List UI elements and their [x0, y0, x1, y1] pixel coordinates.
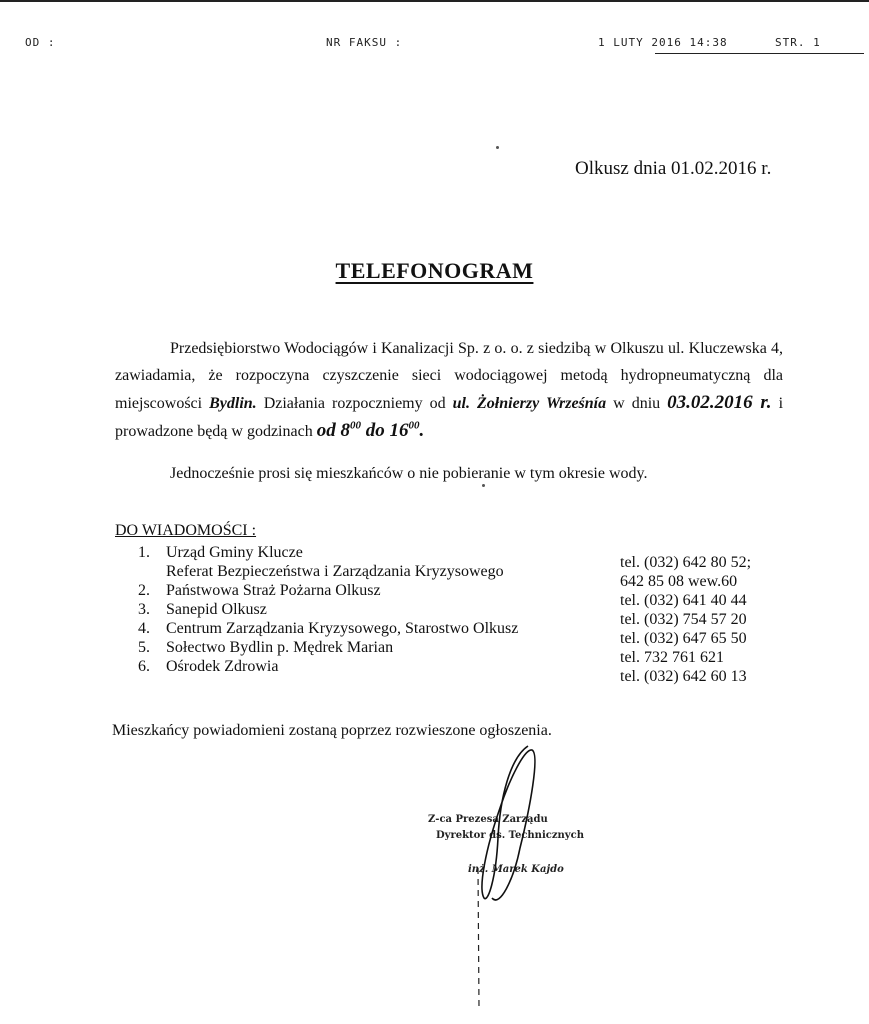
- list-item: 5. Sołectwo Bydlin p. Mędrek Marian: [138, 639, 394, 656]
- list-item: 4. Centrum Zarządzania Kryzysowego, Starostwo Olkusz: [138, 620, 519, 637]
- body-note: Jednocześnie prosi się mieszkańców o nie pobieranie w tym okresie wody.: [170, 465, 648, 482]
- hours-range: od $8^{00}$ do $16^{00}$.: [316, 419, 425, 441]
- list-item: Referat Bezpieczeństwa i Zarządzania Kryzysowego: [166, 563, 504, 580]
- phone-entry: tel. (032) 642 80 52;: [620, 554, 752, 571]
- body-text-3: w dniu: [613, 395, 661, 412]
- document-date: Olkusz dnia 01.02.2016 r.: [575, 158, 772, 179]
- body-text-1: Przedsiębiorstwo Wodociągów i Kanalizacji Sp. z o. o. z siedzibą w Olkuszu ul. Kluczewska 4, zawiadamia, że rozpoczyna czyszczenie sieci wodociągowej metodą hydropneumatyczną dla miejscowości: [115, 340, 783, 412]
- body-paragraph: [115, 335, 783, 445]
- fax-datetime: 1 LUTY 2016 14:38: [598, 36, 728, 49]
- list-item: 3. Sanepid Olkusz: [138, 601, 267, 618]
- notify-heading: DO WIADOMOŚCI :: [115, 522, 257, 539]
- phone-entry: tel. (032) 647 65 50: [620, 630, 747, 647]
- body-text-4: i prowadzone będą w godzinach: [115, 395, 784, 440]
- title-text: TELEFONOGRAM: [335, 258, 534, 283]
- handwritten-signature: [470, 738, 560, 1008]
- list-item: 1. Urząd Gminy Klucze: [138, 544, 303, 561]
- body-date: 03.02.2016 r.: [667, 392, 772, 413]
- notify-list: [138, 543, 518, 676]
- fax-page-number: STR. 1: [775, 36, 821, 49]
- phone-entry: 642 85 08 wew.60: [620, 573, 738, 590]
- scan-speck: [482, 484, 485, 487]
- phone-entry: tel. (032) 641 40 44: [620, 592, 747, 609]
- top-border: [0, 0, 869, 2]
- stamp-line-2: Dyrektor ds. Technicznych: [436, 830, 584, 841]
- list-item: 6. Ośrodek Zdrowia: [138, 658, 279, 675]
- document-title: [0, 258, 869, 284]
- fax-header-underline: [655, 53, 864, 54]
- fax-number: NR FAKSU :: [326, 36, 403, 49]
- phone-entry: tel. (032) 642 60 13: [620, 668, 747, 685]
- stamp-line-1: Z-ca Prezesa Zarządu: [428, 814, 548, 825]
- fax-from: OD :: [25, 36, 56, 49]
- body-street: ul. Żołnierzy Wrześnía: [452, 395, 607, 412]
- body-text-2: Działania rozpoczniemy od: [263, 395, 446, 412]
- phone-list: [620, 553, 751, 686]
- list-item: 2. Państwowa Straż Pożarna Olkusz: [138, 582, 381, 599]
- body-place: Bydlin.: [209, 395, 257, 412]
- scan-speck: [496, 146, 499, 149]
- phone-entry: tel. 732 761 621: [620, 649, 724, 666]
- phone-entry: tel. (032) 754 57 20: [620, 611, 747, 628]
- stamp-line-3: inż. Marek Kajdo: [468, 864, 564, 875]
- residents-note: Mieszkańcy powiadomieni zostaną poprzez rozwieszone ogłoszenia.: [112, 722, 552, 739]
